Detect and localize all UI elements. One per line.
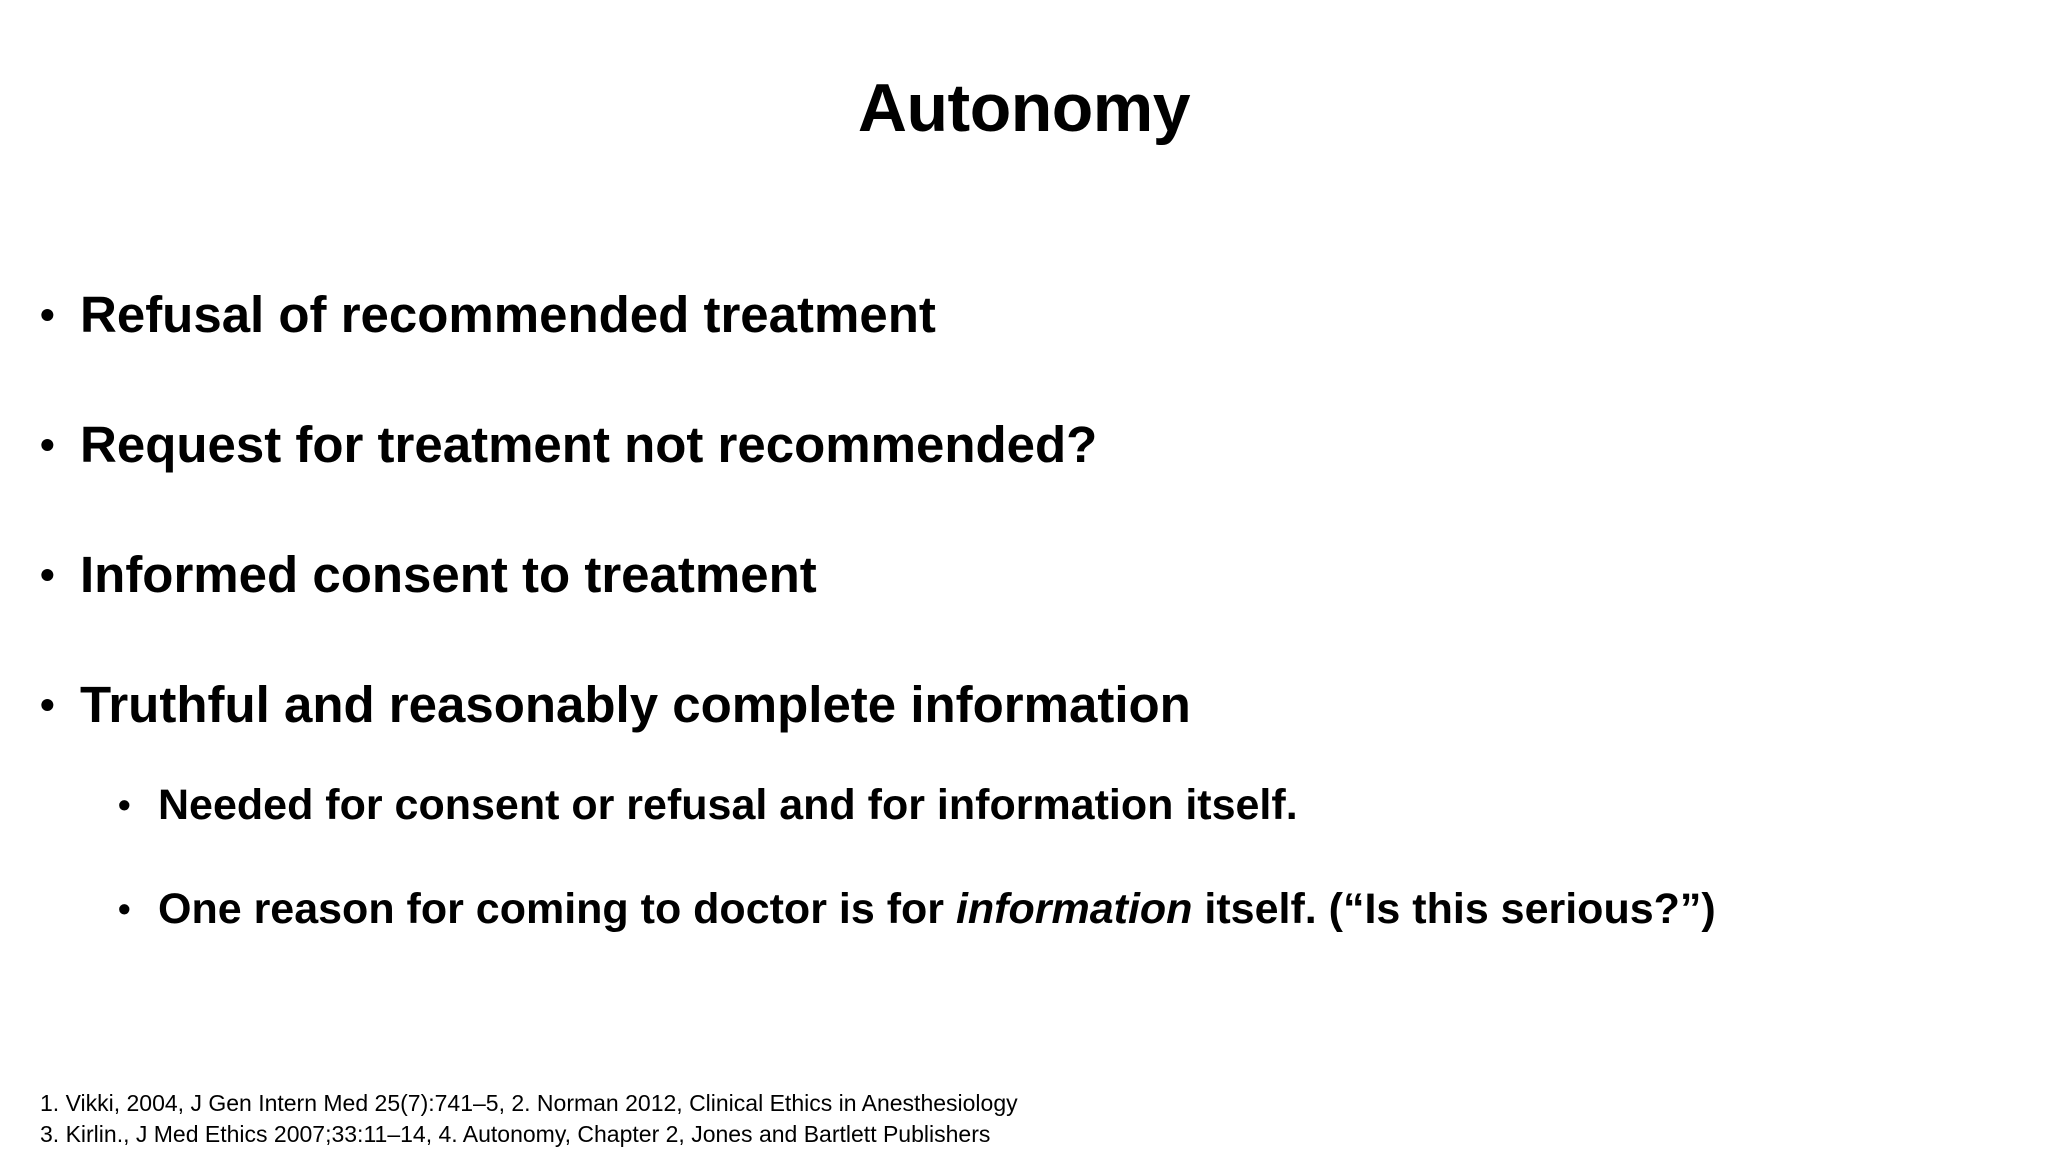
sub-bullet-icon: • [118, 784, 131, 825]
bullet-item [40, 544, 2000, 606]
sub-bullet-text: Needed for consent or refusal and for information itself. [158, 781, 1298, 829]
sub-bullet-text-after: itself. (“Is this serious?”) [1192, 885, 1716, 933]
bullet-icon: • [40, 681, 55, 728]
bullet-list [40, 284, 2000, 986]
bullet-icon: • [40, 291, 55, 338]
bullet-text: Request for treatment not recommended? [80, 416, 1098, 473]
references [40, 1088, 1940, 1150]
slide-title: Autonomy [857, 70, 1191, 146]
sub-bullet-emphasis: information [955, 885, 1193, 933]
bullet-icon: • [40, 551, 55, 598]
bullet-icon: • [40, 421, 55, 468]
bullet-text: Refusal of recommended treatment [80, 286, 936, 343]
reference-line: 1. Vikki, 2004, J Gen Intern Med 25(7):741–5, 2. Norman 2012, Clinical Ethics in Anesthesiology [40, 1090, 1018, 1116]
reference-line: 3. Kirlin., J Med Ethics 2007;33:11–14, 4. Autonomy, Chapter 2, Jones and Bartlett Publishers [40, 1121, 991, 1147]
bullet-item [40, 414, 2000, 476]
sub-bullet-icon: • [118, 888, 131, 929]
bullet-text: Truthful and reasonably complete information [80, 676, 1191, 733]
bullet-text: Informed consent to treatment [80, 546, 817, 603]
bullet-item [40, 674, 2000, 736]
bullet-item [40, 284, 2000, 346]
sub-bullet-item [118, 882, 2000, 936]
sub-bullet-item [118, 778, 2000, 832]
sub-bullet-text-before: One reason for coming to doctor is for [158, 885, 956, 933]
